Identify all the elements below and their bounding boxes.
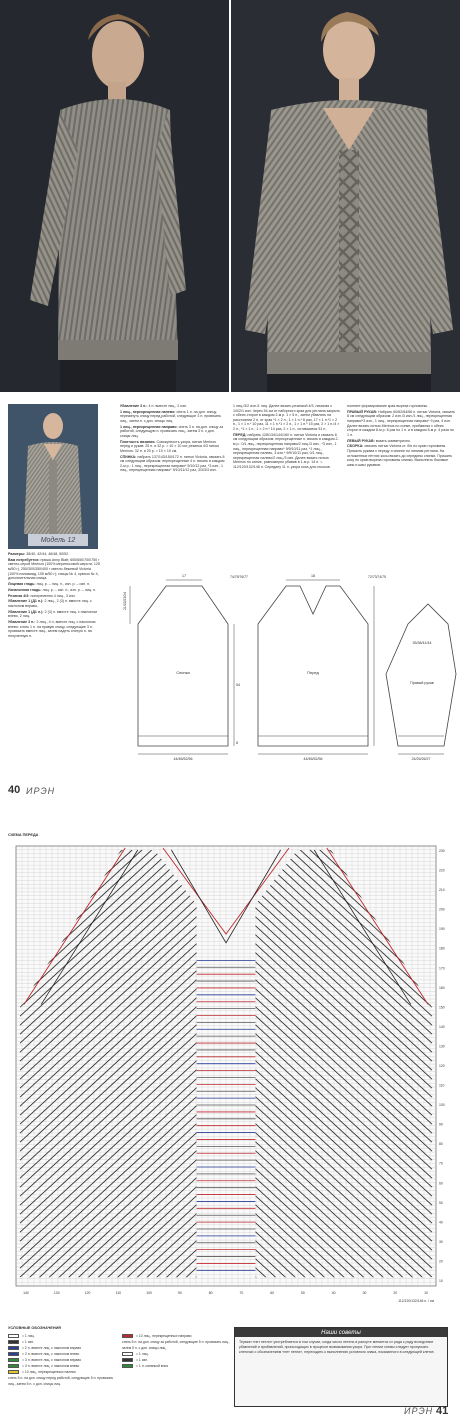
chart-col-number: 140 <box>23 1291 29 1295</box>
chart-row-number: 60 <box>439 1181 443 1186</box>
legend-item-text: = 3 п. вместе лиц. с наклоном вправо <box>22 1358 82 1362</box>
chart-row-number: 120 <box>439 1064 445 1068</box>
left-page-number: 40 <box>8 784 21 796</box>
chart-row-number: 230 <box>439 849 445 853</box>
dec3-text: 2 лиц., 4 п. вместе лиц. с наклоном влево: снять 1 п. на правую спицу, следующие 3 п. провязать вместе лиц., затем надеть снятую п. на полученную п. <box>8 620 96 638</box>
legend-swatch <box>8 1358 19 1362</box>
col2-text-2: снять 1 п. на доп. спицу, перекинуть спицу перед работой, следующие 3 п. провязать лиц., затем п. с доп. спицы лиц. <box>120 409 222 423</box>
text-column-4 <box>347 404 455 564</box>
text-column-2 <box>120 404 226 564</box>
legend-item-text: = 1 изн. <box>136 1358 149 1362</box>
chart-row-number: 170 <box>439 966 445 971</box>
dec1-label: Убавление 1 (Д1 п.): <box>8 599 44 604</box>
chart-col-number: 40 <box>331 1291 336 1295</box>
legend-right <box>122 1333 230 1369</box>
assembly-text: связать нитью Victoria ст. б/н по краю горловины. Пришить рукава к переду и спинке по линиям реглана. На отложенных петлях косы вязать до середины спинки. Пришить косу по краю выреза горловины спинки. Выполнить боковые швы и швы рукавов. <box>347 444 453 467</box>
chart-col-number: 60 <box>270 1291 275 1295</box>
chart-row-number: 30 <box>439 1239 443 1244</box>
purl-text: лиц. р. – изн. п., изн. р. – лиц. п. <box>42 587 97 592</box>
legend-item-text: = 3 п. вместе лиц. с наклоном влево <box>22 1364 80 1368</box>
legend-item-text: = 2 п. вместе лиц. с наклоном вправо <box>22 1346 82 1350</box>
face-label: Лицевая гладь: <box>8 581 36 586</box>
legend-swatch <box>8 1334 19 1338</box>
legend-title: УСЛОВНЫЕ ОБОЗНАЧЕНИЯ <box>8 1326 62 1330</box>
dec1-text: 2 лиц., 2 (3) п. вместе лиц. с наклоном вправо. <box>8 599 92 608</box>
chart-col-number: 70 <box>239 1291 244 1295</box>
purl-label: Изнаночная гладь: <box>8 587 42 592</box>
legend-item-text: снять 5 п. на доп. спицу за работой, следующие 5 п. провязать лиц., затем 5 п. с доп. спицы лиц. <box>122 1340 230 1350</box>
yarn-text: пряжа Anny Blatt; 600/650/700/750 г светло-серой Merinos (100% мериносовой шерсти, 125 м/50 г), 250/300/350/400 г светло-бежевой Victoria (100% полиамид, 105 м/50 г); спицы № 4, крючок № 4, дополнительная спица. <box>8 557 100 581</box>
legend-item-text: = 1 п. изнанкой вниз <box>136 1364 168 1368</box>
right-page-logo: ИРЭН <box>404 1406 434 1416</box>
dec3-label: Убавление 3 п.: <box>8 620 36 625</box>
knitting-chart <box>8 840 456 1315</box>
photo-model-side <box>0 0 229 392</box>
legend-left <box>8 1333 116 1387</box>
col2-text-3: снять 3 п. на доп. спицу за работой, следующую п. провязать лиц., затем 3 п. с доп. спицы лиц. <box>120 424 224 438</box>
rib-text: попеременно 4 лиц., 3 изн. <box>30 593 76 598</box>
density-text: Совокупность узора, нитью Merinos перед и рукав: 25 п. и 32 р. = 10 × 10 см; резинка 4/3 нитью Merinos: 32 п. и 20 р. = 10 × 10 см. <box>120 439 220 453</box>
legend-swatch <box>122 1358 133 1362</box>
right-page-number: 41 <box>436 1405 449 1417</box>
rib-label: Резинка 4/3: <box>8 593 30 598</box>
col2-label-1: Убавление 3 п.: <box>120 404 148 408</box>
chart-row-number: 50 <box>439 1200 443 1205</box>
chart-row-number: 190 <box>439 927 445 932</box>
sleeve-top-label: 35/38/41/44 <box>412 641 432 645</box>
legend-swatch <box>8 1364 19 1368</box>
chart-row-number: 160 <box>439 985 445 990</box>
chart-col-number: 130 <box>53 1291 60 1295</box>
left-side-label: 21/22/23/24 <box>123 592 127 610</box>
assembly-label: СБОРКА: <box>347 444 364 449</box>
right-sleeve-text: Набрать 60/62/64/66 п. нитью Victoria, связать 8 см следующим образом: 2 изн./3 изн./1 лиц., перекрещенная направо/*3 изн., 1 лиц., перекрещенная направо* 9 раз, 4 изн. Далее вязать нитью Merinos по схеме, прибавляя с обеих сторон в каждом 8-м р. 8 раз по 1 п. и в каждом 6-м р. 4 раза по 1 п. <box>347 409 455 437</box>
chart-col-number: 90 <box>177 1291 182 1295</box>
back-piece-label: Спинка <box>176 670 190 675</box>
legend-swatch <box>122 1334 133 1338</box>
legend-swatch <box>8 1370 19 1374</box>
left-sleeve-text: вязать симметрично. <box>375 438 411 443</box>
density-label: Плотность вязания. <box>120 439 156 444</box>
back-label: СПИНКА: <box>120 454 137 459</box>
chart-col-number: 80 <box>208 1291 213 1295</box>
back-text: набрать 137/143/150/172 п. нитью Victoria, связать 8 см следующим образом: перекрещенные 4 п. вязать в каждом 2-м р.: 1 лиц., перекрещенная направо* 9/10/12 раз, *3 изн., 1 лиц., перекрещенная направо* 9/10/11/12 раз, 3/3/3/3 изн. <box>120 454 225 473</box>
photo-model-front <box>231 0 460 392</box>
sleeve-piece-label: Правый рукав <box>410 681 434 685</box>
hem-label: 8 <box>236 741 238 745</box>
front-schematic <box>258 580 374 754</box>
chart-row-number: 150 <box>439 1005 445 1010</box>
legend-item-text: снять 5 п. на доп. спицу перед работой, следующие 5 п. провязать лиц., затем 5 п. с доп. спицы лиц. <box>8 1376 114 1386</box>
legend-item-text: = 1 изн. <box>22 1340 35 1344</box>
tips-title: Наши советы <box>235 1328 447 1337</box>
tips-body: Термин «нет петли» употребляется в том случае, когда число петель в рапорте меняется от ряда к ряду вследствие убавлений и прибавлений, происходящих в процессе вывязывания узора. При чтении схемы следует пропускать клеточки с обозначением «нет петли», переходить к выполнению условного знака, показанного в следующей клетке. <box>239 1340 435 1354</box>
chart-row-number: 200 <box>439 907 445 912</box>
back-side-label: 54 <box>236 683 240 687</box>
chart-row-number: 20 <box>439 1259 443 1264</box>
chart-col-number: 100 <box>146 1291 152 1295</box>
text-column-3 <box>233 404 341 564</box>
front-width-label: 44/46/52/56 <box>303 757 323 761</box>
model-label: Модель 12 <box>28 534 88 546</box>
legend-swatch <box>8 1352 19 1356</box>
legend-item-text: = 10 лиц., перекрещенных налево <box>22 1370 76 1374</box>
chart-row-number: 110 <box>439 1083 445 1088</box>
thumbnail-photo <box>8 404 98 549</box>
tips-box <box>234 1327 448 1407</box>
back-raglan-label: 74/75/76/77 <box>230 575 248 579</box>
chart-col-number: 30 <box>362 1291 367 1295</box>
left-page-logo: ИРЭН <box>26 786 56 796</box>
legend-item-text: = 2 п. вместе лиц. с наклоном влево <box>22 1352 80 1356</box>
back-neck-label: 17 <box>182 574 186 578</box>
chart-col-number: 50 <box>301 1291 305 1295</box>
sleeve-schematic <box>386 604 456 754</box>
legend-swatch <box>8 1346 19 1350</box>
front-raglan-label: 72/73/74/75 <box>368 575 386 579</box>
left-sleeve-label: ЛЕВЫЙ РУКАВ: <box>347 438 375 443</box>
chart-row-number: 210 <box>439 888 445 893</box>
col2-label-3: 1 лиц., перекрещенная направо: <box>120 424 178 429</box>
chart-size-marker: 112/120/132/146 п. / см <box>398 1299 434 1303</box>
text-column-1 <box>8 552 100 764</box>
legend-swatch <box>8 1340 19 1344</box>
front-label: ПЕРЕД: <box>233 432 247 437</box>
chart-row-number: 80 <box>439 1142 443 1147</box>
yarn-label: Вам потребуется: <box>8 557 40 562</box>
right-sleeve-label: ПРАВЫЙ РУКАВ: <box>347 409 378 414</box>
chart-col-number: 20 <box>393 1291 398 1295</box>
front-text: набрать 128/134/144/160 п. нитью Victoria и связать 8 см следующим образом: перекрещенные п. вязать в каждом 2-м р.: 0/1 лиц., перекрещенная направо/2 лиц./3 изн., *3 изн., 1 лиц., перекрещенная направо* 9/9/10/11 раз, *1 лиц., перекрещенная налево, 3 изн.* 9/9/10/11 раз, 0/1 лиц., перекрещенная налево/2 лиц./3 изн. Далее вязать нитью Merinos по схеме, равномерно убавив в 1-м р. 14 п. = 112/120/132/146 п. Середину 11 п. узора коса для откосов. <box>233 432 339 469</box>
legend-item-text: = 1 лиц. <box>22 1334 35 1338</box>
chart-col-number: 110 <box>115 1291 122 1295</box>
sleeve-bottom-label: 24/25/26/27 <box>411 757 431 761</box>
chart-row-number: 100 <box>439 1103 445 1108</box>
chart-row-number: 10 <box>439 1279 443 1283</box>
chart-row-number: 180 <box>439 946 445 951</box>
legend-item <box>122 1363 230 1369</box>
back-width-label: 44/46/52/56 <box>173 757 193 761</box>
chart-col-number: 10 <box>424 1291 428 1295</box>
col4-text-1: полните формирование края выреза горловины. <box>347 404 429 408</box>
front-piece-label: Перед <box>307 670 319 675</box>
legend-item <box>122 1339 230 1351</box>
legend-swatch <box>122 1364 133 1368</box>
sizes-label: Размеры: <box>8 552 26 556</box>
legend-item <box>8 1375 116 1387</box>
legend-item-text: = 10 лиц., перекрещенных направо <box>136 1334 192 1338</box>
back-schematic <box>130 580 234 754</box>
front-neck-label: 18 <box>311 574 315 578</box>
garment-schematics <box>118 564 458 764</box>
legend-swatch <box>122 1352 133 1356</box>
chart-row-number: 220 <box>439 868 445 873</box>
col2-label-2: 1 лиц., перекрещенная налево: <box>120 409 176 414</box>
chart-row-number: 140 <box>439 1024 445 1029</box>
chart-row-number: 70 <box>439 1161 443 1166</box>
dec2-label: Убавление 1 (Д1 л.): <box>8 609 44 614</box>
dec2-text: 2 (3) п. вместе лиц. с наклоном влево, 2 лиц. <box>8 609 97 619</box>
col2-text-1: 4 п. вместе лиц., 2 изн. <box>148 404 187 408</box>
chart-row-number: 130 <box>439 1044 445 1049</box>
chart-title: СХЕМА ПЕРЕДА <box>8 833 39 837</box>
col3-text-1: 1 лиц./3/2 изн./1 лиц. Далее вязать резинкой 4/3, начиная с 1/0/2/1 изн. Через 54 см от наборного края для реглана закрыть с обеих сторон в каждом 2-м р. 1 × 5 п., затем убавлять на расстоянии 2 п. от края *1 × 2 п., 1 × 1 п.* 6 раз, 17 × 1 п.*1 × 2 п., 1 × 1 п.* 10 раз, 11 × 1 п.*1 × 2 п., 1 × 1 п.* 15 раз, 2 × 1 п./4 × 2 п., *1 × 1 п., 1 × 2 п.* 14 раз, 2 × 1 п., оставшиеся 51 п. <box>233 404 340 431</box>
chart-row-number: 40 <box>439 1220 443 1225</box>
face-text: лиц. р. – лиц. п., изн. р. – изн. п. <box>36 581 91 586</box>
legend-item-text: = 1 лиц. <box>136 1352 149 1356</box>
chart-row-number: 90 <box>439 1122 443 1127</box>
chart-col-number: 120 <box>84 1291 91 1295</box>
sizes-text: 38/40, 42/44, 46/48, 50/52. <box>26 552 70 556</box>
